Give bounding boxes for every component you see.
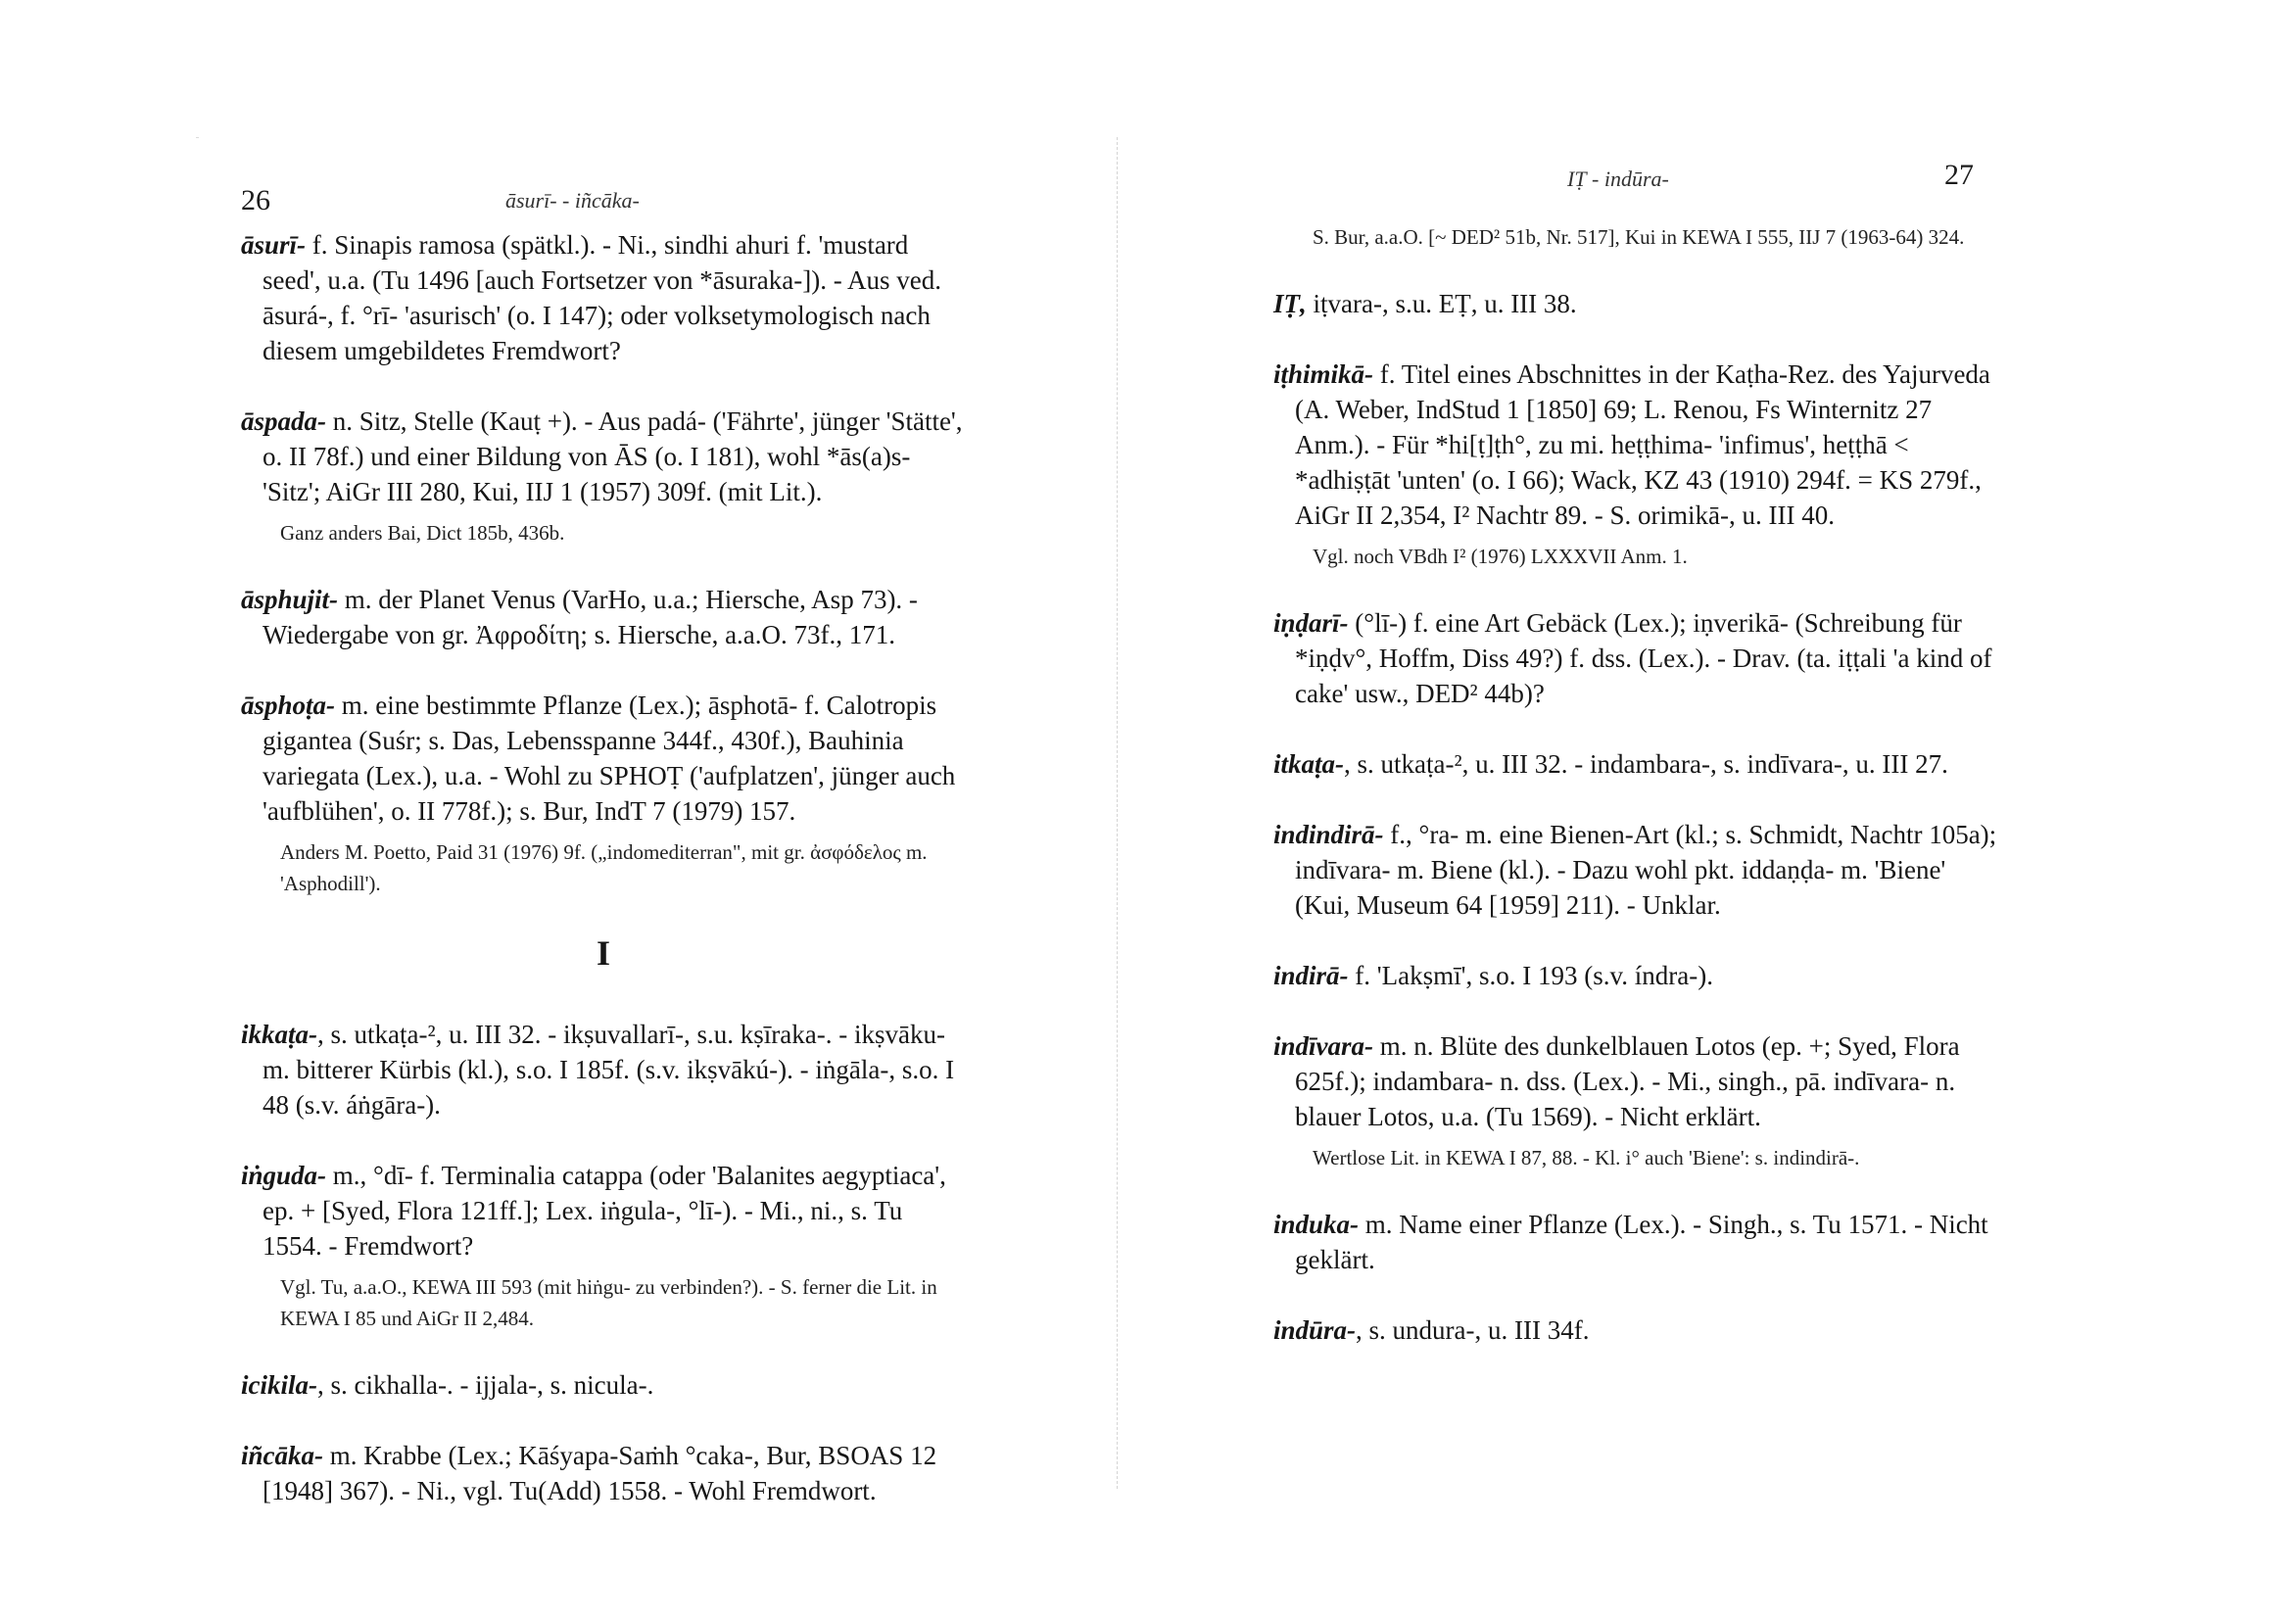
dictionary-entry bbox=[1273, 746, 1998, 782]
entry-body: m. Krabbe (Lex.; Kāśyapa-Saṁh °caka-, Bur, BSOAS 12 [1948] 367). - Ni., vgl. Tu(Add) 1558. - Wohl Fremdwort. bbox=[263, 1441, 937, 1505]
left-page bbox=[241, 0, 966, 1622]
entry-headword: āsurī- bbox=[241, 230, 307, 260]
entry-body: f., °ra- m. eine Bienen-Art (kl.; s. Schmidt, Nachtr 105a); indīvara- m. Biene (kl.). - Dazu wohl pkt. iddaṇḍa- m. 'Biene' (Kui, Museum 64 [1959] 211). - Unklar. bbox=[1295, 820, 1997, 920]
left-page-content bbox=[241, 227, 966, 1544]
dictionary-entry bbox=[1273, 1312, 1998, 1348]
entry-body: , s. utkaṭa-², u. III 32. - indambara-, s. indīvara-, u. III 27. bbox=[1344, 749, 1948, 779]
entry-body: n. Sitz, Stelle (Kauṭ +). - Aus padá- ('Fährte', jünger 'Stätte', o. II 78f.) und einer Bildung von ĀS (o. I 181), wohl *ās(a)s- 'Sitz'; AiGr III 280, Kui, IIJ 1 (1957) 309f. (mit Lit.). bbox=[263, 406, 963, 506]
entry-body: iṭvara-, s.u. EṬ, u. III 38. bbox=[1306, 289, 1577, 318]
dictionary-entry bbox=[1273, 605, 1998, 711]
entry-headword: iṇḍarī- bbox=[1273, 608, 1349, 638]
entry-headword: āsphujit- bbox=[241, 585, 339, 614]
dictionary-entry bbox=[1273, 1207, 1998, 1277]
dictionary-entry bbox=[241, 227, 966, 368]
entry-headword: iñcāka- bbox=[241, 1441, 323, 1470]
dictionary-entry bbox=[241, 1438, 966, 1508]
entry-body: m. eine bestimmte Pflanze (Lex.); āsphotā- f. Calotropis gigantea (Suśr; s. Das, Lebensspanne 344f., 430f.), Bauhinia variegata (Lex.), u.a. - Wohl zu SPHOṬ ('aufplatzen', jünger auch 'aufblühen', o. II 778f.); s. Bur, IndT 7 (1979) 157. bbox=[263, 691, 956, 826]
right-page bbox=[1273, 0, 1998, 1622]
entry-body: m. der Planet Venus (VarHo, u.a.; Hiersche, Asp 73). - Wiedergabe von gr. Ἀφροδίτη; s. Hiersche, a.a.O. 73f., 171. bbox=[263, 585, 918, 649]
entry-body: f. 'Lakṣmī', s.o. I 193 (s.v. índra-). bbox=[1348, 961, 1713, 990]
running-head-left: āsurī- - iñcāka- bbox=[505, 188, 640, 213]
entry-body: f. Sinapis ramosa (spätkl.). - Ni., sindhi ahuri f. 'mustard seed', u.a. (Tu 1496 [auch Fortsetzer von *āsuraka-]). - Aus ved. āsurá-, f. °rī- 'asurisch' (o. I 147); oder volksetymologisch nach diesem umgebildetes Fremdwort? bbox=[263, 230, 941, 365]
dictionary-entry bbox=[241, 582, 966, 652]
entry-body: m., °dī- f. Terminalia catappa (oder 'Balanites aegyptiaca', ep. + [Syed, Flora 121ff.]; Lex. iṅgula-, °lī-). - Mi., ni., s. Tu 1554. - Fremdwort? bbox=[263, 1161, 946, 1261]
dictionary-entry bbox=[1273, 1028, 1998, 1134]
entry-note: Vgl. noch VBdh I² (1976) LXXXVII Anm. 1. bbox=[1313, 545, 1688, 568]
entry-note: Anders M. Poetto, Paid 31 (1976) 9f. („indomediterran", mit gr. ἀσφόδελος m. 'Asphodill'). bbox=[280, 840, 928, 895]
entry-headword: iṅguda- bbox=[241, 1161, 327, 1190]
entry-body: , s. utkaṭa-², u. III 32. - ikṣuvallarī-, s.u. kṣīraka-. - ikṣvāku- m. bitterer Kürbis (kl.), s.o. I 185f. (s.v. ikṣvākú-). - iṅgāla-, s.o. I 48 (s.v. áṅgāra-). bbox=[263, 1020, 955, 1120]
dictionary-entry bbox=[1273, 286, 1998, 321]
entry-headword: indūra- bbox=[1273, 1315, 1357, 1345]
entry-headword: induka- bbox=[1273, 1210, 1360, 1239]
page-number-left: 26 bbox=[241, 184, 270, 216]
entry-headword: indindirā- bbox=[1273, 820, 1384, 849]
entry-headword: IṬ, bbox=[1273, 289, 1307, 318]
dictionary-entry bbox=[1273, 357, 1998, 533]
entry-headword: ikkaṭa- bbox=[241, 1020, 317, 1049]
running-head-right: IṬ - indūra- bbox=[1567, 167, 1669, 191]
dictionary-entry bbox=[1273, 817, 1998, 923]
dictionary-entry bbox=[241, 1017, 966, 1122]
entry-note: Wertlose Lit. in KEWA I 87, 88. - Kl. i° auch 'Biene': s. indindirā-. bbox=[1313, 1146, 1860, 1169]
dictionary-entry bbox=[241, 688, 966, 829]
entry-body: (°lī-) f. eine Art Gebäck (Lex.); iṇverikā- (Schreibung für *iṇḍv°, Hoffm, Diss 49?) f. dss. (Lex.). - Drav. (ta. iṭṭali 'a kind of cake' usw., DED² 44b)? bbox=[1295, 608, 1992, 708]
entry-body: f. Titel eines Abschnittes in der Kaṭha-Rez. des Yajurveda (A. Weber, IndStud 1 [1850] 69; L. Renou, Fs Winternitz 27 Anm.). - Für *hi[ṭ]ṭh°, zu mi. heṭṭhima- 'infimus', heṭṭhā < *adhiṣṭāt 'unten' (o. I 66); Wack, KZ 43 (1910) 294f. = KS 279f., AiGr II 2,354, I² Nachtr 89. - S. orimikā-, u. III 40. bbox=[1295, 359, 1990, 530]
entry-headword: icikila- bbox=[241, 1370, 317, 1400]
right-page-content bbox=[1273, 221, 1998, 1383]
entry-note: Ganz anders Bai, Dict 185b, 436b. bbox=[280, 521, 565, 545]
dictionary-entry bbox=[241, 1158, 966, 1264]
entry-body: , s. cikhalla-. - ijjala-, s. nicula-. bbox=[316, 1370, 654, 1400]
entry-headword: itkaṭa- bbox=[1273, 749, 1344, 779]
entry-headword: indirā- bbox=[1273, 961, 1349, 990]
dictionary-entry bbox=[241, 404, 966, 509]
continued-note: S. Bur, a.a.O. [~ DED² 51b, Nr. 517], Kui in KEWA I 555, IIJ 7 (1963-64) 324. bbox=[1313, 225, 1965, 249]
dictionary-entry bbox=[241, 1367, 966, 1403]
dictionary-entry bbox=[1273, 958, 1998, 993]
entry-headword: indīvara- bbox=[1273, 1031, 1374, 1061]
page-number-right: 27 bbox=[1944, 159, 1974, 191]
entry-headword: iṭhimikā- bbox=[1273, 359, 1374, 389]
entry-headword: āsphoṭa- bbox=[241, 691, 336, 720]
entry-body: m. n. Blüte des dunkelblauen Lotos (ep. +; Syed, Flora 625f.); indambara- n. dss. (Lex.). - Mi., singh., pā. indīvara- n. blauer Lotos, u.a. (Tu 1569). - Nicht erklärt. bbox=[1295, 1031, 1960, 1131]
scan-mark bbox=[196, 137, 199, 138]
section-letter: I bbox=[596, 933, 610, 973]
book-gutter bbox=[1117, 137, 1119, 1489]
entry-body: m. Name einer Pflanze (Lex.). - Singh., s. Tu 1571. - Nicht geklärt. bbox=[1295, 1210, 1988, 1274]
entry-body: , s. undura-, u. III 34f. bbox=[1356, 1315, 1590, 1345]
entry-headword: āspada- bbox=[241, 406, 326, 436]
entry-note: Vgl. Tu, a.a.O., KEWA III 593 (mit hiṅgu- zu verbinden?). - S. ferner die Lit. in KEWA I 85 und AiGr II 2,484. bbox=[280, 1275, 937, 1330]
